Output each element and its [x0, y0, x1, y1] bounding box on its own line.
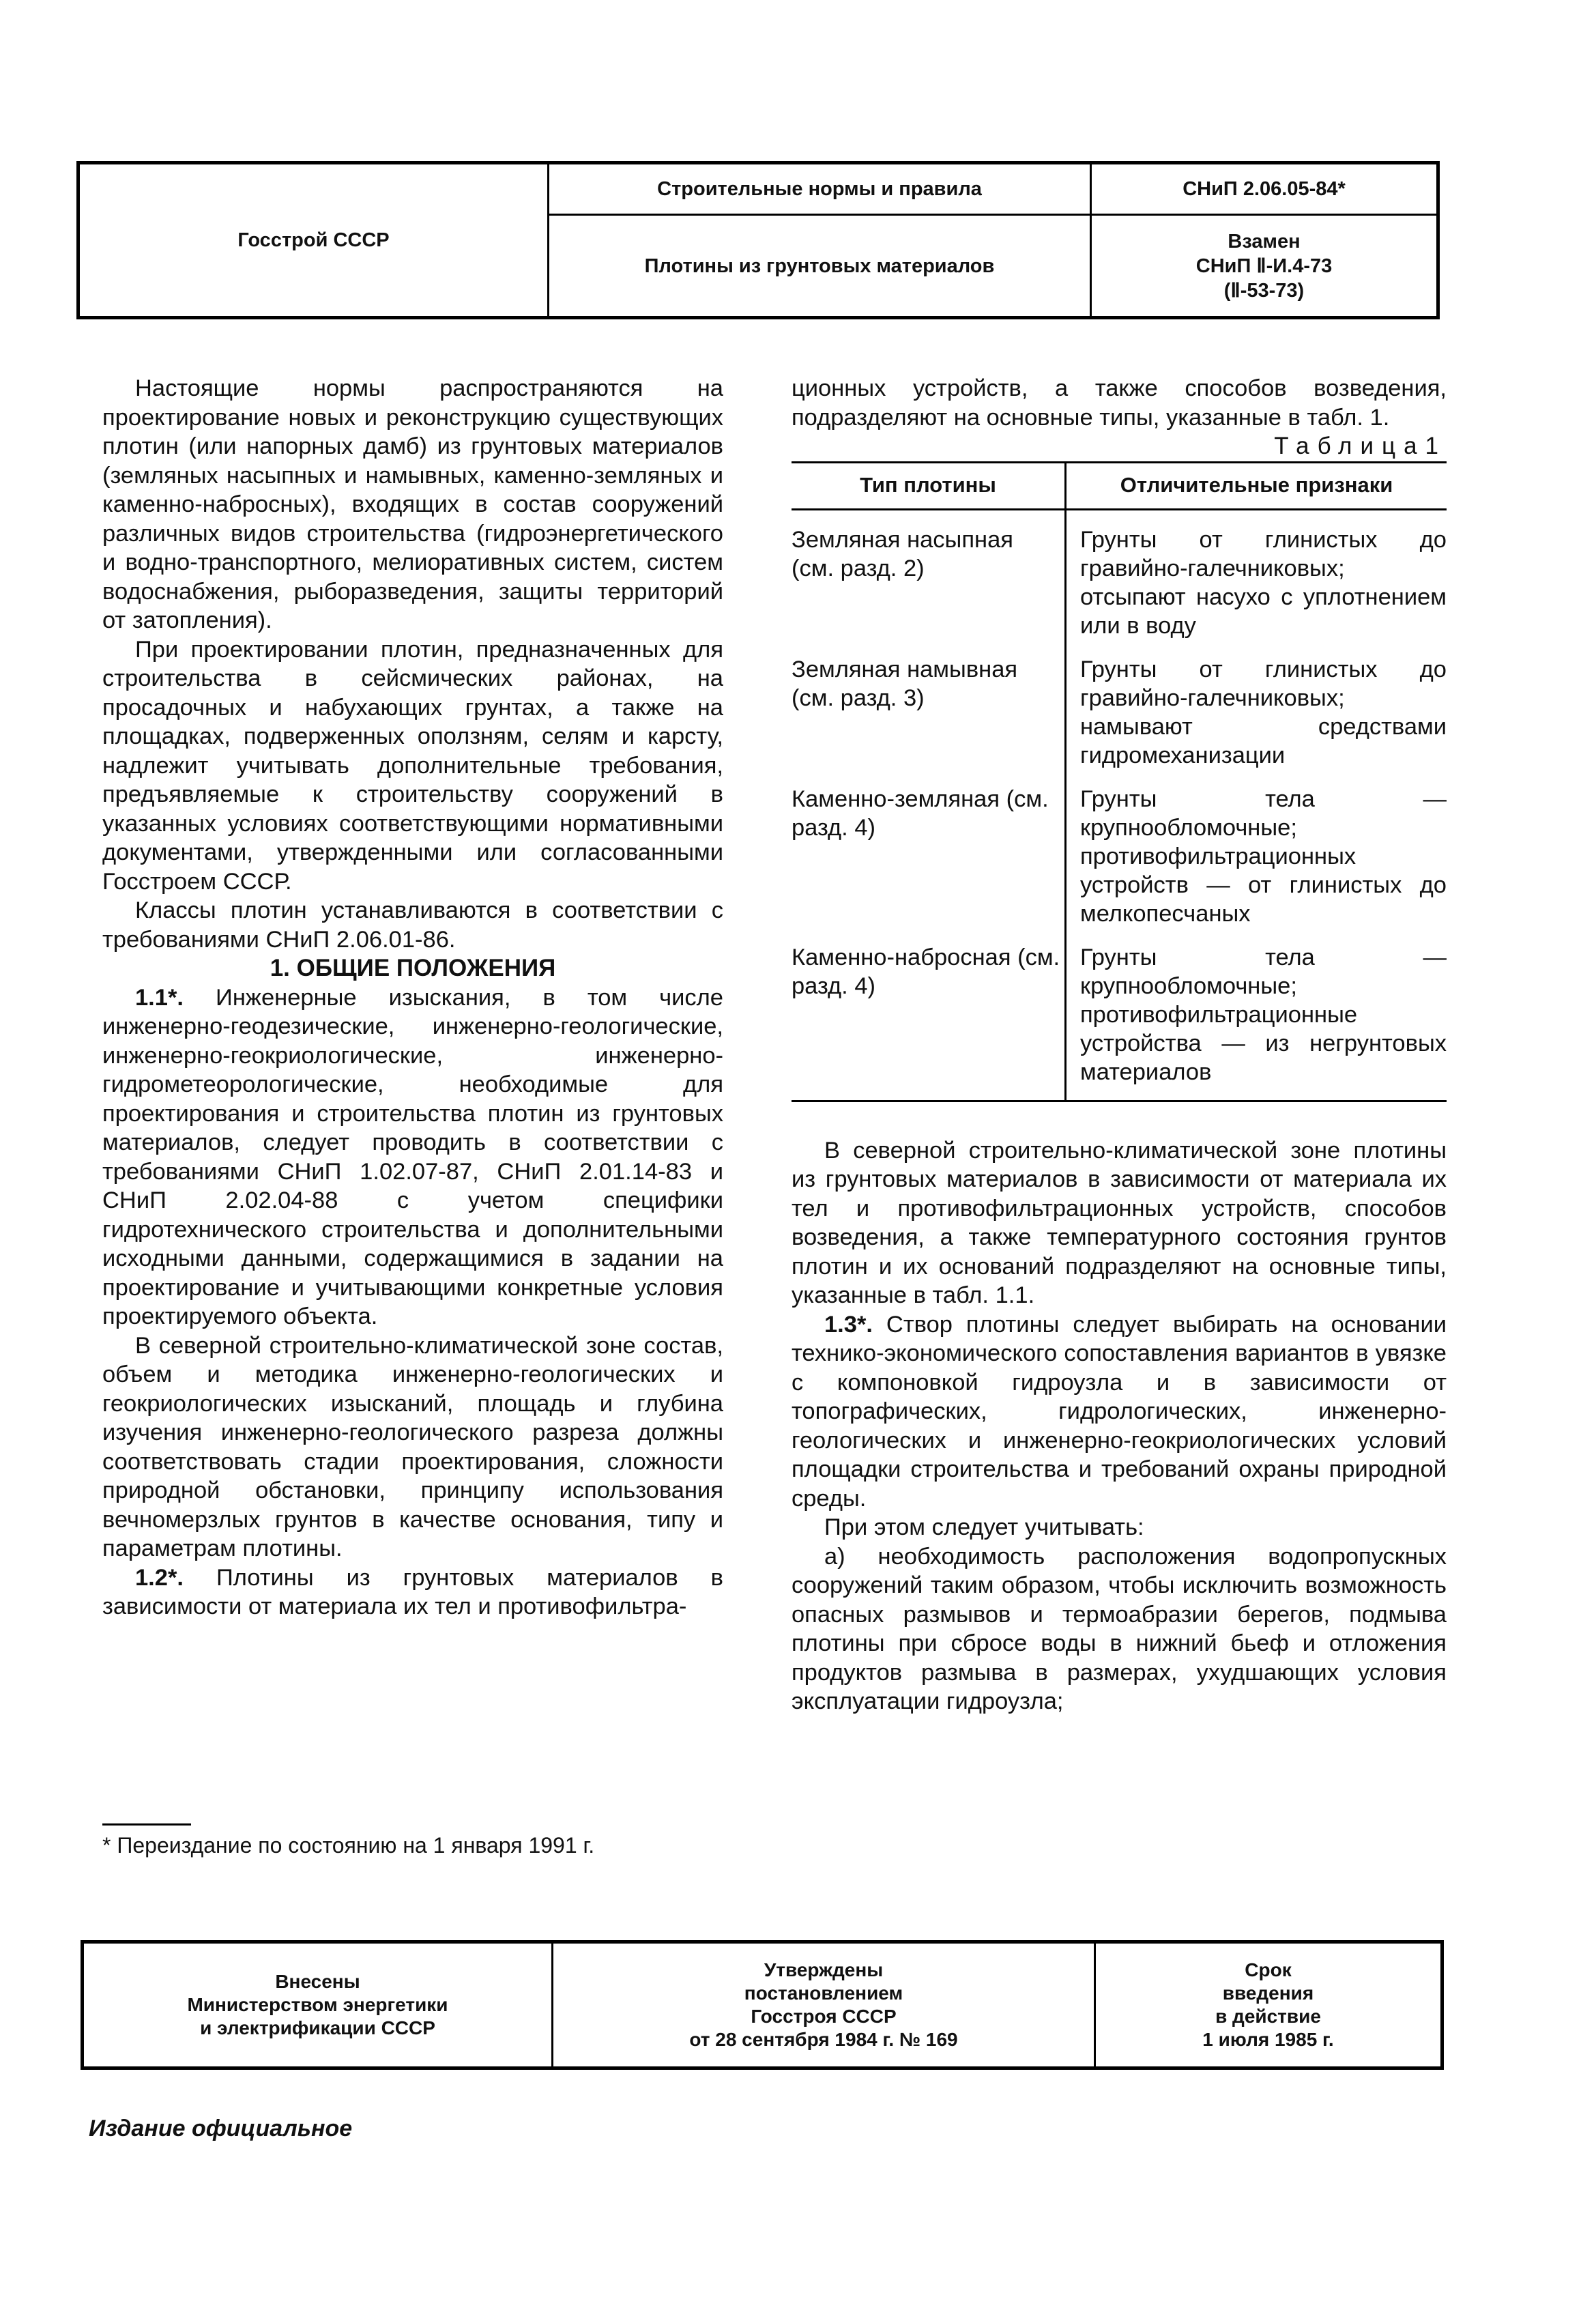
section-heading: 1. ОБЩИЕ ПОЛОЖЕНИЯ: [270, 955, 556, 981]
clause-1-3-text: Створ плотины следует выбирать на основании технико-экономического сопоставления вариантов в увязке с компоновкой гидроузла и в зависимости от топографических, гидрологических, инженерно-геологических и инженерно-геокриологических условий площадки строительства и требований охраны природной среды.: [792, 1311, 1447, 1512]
header-replaces: Взамен СНиП Ⅱ-И.4-73 (Ⅱ-53-73): [1092, 214, 1436, 316]
table-cell-type: Земляная намывная (см. разд. 3): [792, 656, 1018, 711]
table-header-features: Отличительные признаки: [1064, 463, 1447, 508]
header-right: [1090, 164, 1436, 316]
intro-paragraph-1: Настоящие нормы распространяются на проектирование новых и реконструкцию существующих плотин (или напорных дамб) из грунтовых материалов (земляных насыпных и намывных, каменно-земляных и каменно-набросных), входящих в состав сооружений различных видов строительства (гидроэнергетического и водно-транспортного, мелиоративных систем, систем водоснабжения, рыборазведения, защиты территорий от затопления).: [102, 375, 723, 633]
footer-table: [81, 1940, 1444, 2070]
dam-types-table: [792, 461, 1447, 1102]
table-cell-type: Каменно-земляная (см. разд. 4): [792, 785, 1049, 841]
footnote: * Переиздание по состоянию на 1 января 1991 г.: [102, 1833, 595, 1858]
right-column: [792, 374, 1447, 1716]
clause-1-1: [102, 983, 723, 1331]
clause-1-2: [102, 1563, 723, 1621]
table-header-type: Тип плотины: [860, 473, 996, 497]
table-cell-features: Грунты от глинистых до гравийно-галечниковых; отсыпают насухо с уплотнением или в воду: [1064, 510, 1447, 640]
clause-1-2-number: 1.2*.: [135, 1564, 184, 1591]
table-cell-features: Грунты тела — крупнообломочные; противофильтрационных устройств — от глинистых до мелкопесчаных: [1064, 770, 1447, 928]
header-org: Госстрой СССР: [237, 229, 390, 251]
consider-paragraph: При этом следует учитывать:: [824, 1514, 1144, 1540]
table-caption: Таблица1: [1274, 433, 1447, 459]
clause-1-1-text: Инженерные изыскания, в том числе инженерно-геодезические, инженерно-геологические, инженерно-геокриологические, инженерно-гидрометеорологические, необходимые для проектирования и строительства плотин из грунтовых материалов, следует проводить в соответствии с требованиями СНиП 1.02.07-87, СНиП 2.01.14-83 и СНиП 2.02.04-88 с учетом специфики гидротехнического строительства и дополнительными исходными данными, содержащимися в задании на проектирование и учитывающими конкретные условия проектируемого объекта.: [102, 984, 723, 1329]
clause-1-1-number: 1.1*.: [135, 984, 184, 1011]
footer-approved: Утверждены постановлением Госстроя СССР от 28 сентября 1984 г. № 169: [551, 1944, 1094, 2066]
header-doc-code: СНиП 2.06.05-84*: [1183, 178, 1346, 200]
header-doc-type: Строительные нормы и правила: [657, 178, 982, 200]
footnote-divider: [102, 1823, 191, 1826]
clause-1-3: [792, 1310, 1447, 1514]
header-title: Плотины из грунтовых материалов: [549, 214, 1090, 316]
table-cell-features: Грунты тела — крупнообломочные; противофильтрационные устройства — из негрунтовых материалов: [1064, 928, 1447, 1100]
item-a: а) необходимость расположения водопропускных сооружений таким образом, чтобы исключить возможность опасных размывов и термоабразии берегов, подмыва плотины при сбросе воды в нижний бьеф и отложения продуктов размыва в размерах, ухудшающих условия эксплуатации гидроузла;: [792, 1543, 1447, 1714]
intro-paragraph-2: При проектировании плотин, предназначенных для строительства в сейсмических районах, на просадочных и набухающих грунтах, а также на площадках, подверженных оползням, селям и карсту, надлежит учитывать дополнительные требования, предъявляемые к строительству сооружений в указанных условиях соответствующими нормативными документами, утвержденными или согласованными Госстроем СССР.: [102, 636, 723, 895]
table-cell-features: Грунты от глинистых до гравийно-галечниковых; намывают средствами гидромеханизации: [1064, 640, 1447, 770]
clause-1-1-north: В северной строительно-климатической зоне состав, объем и методика инженерно-геологических и геокриологических изысканий, площадь и глубина изучения инженерно-геологического разреза должны соответствовать стадии проектирования, сложности природной обстановки, принципу использования вечномерзлых грунтов в качестве основания, типу и параметрам плотины.: [102, 1332, 723, 1561]
table-cell-type: Каменно-набросная (см. разд. 4): [792, 944, 1060, 999]
footer-submitted: Внесены Министерством энергетики и электрификации СССР: [187, 1971, 448, 2038]
clause-1-2-text: Плотины из грунтовых материалов в зависимости от материала их тел и противофильтра-: [102, 1564, 723, 1619]
header-middle: [547, 164, 1090, 316]
header-table: [76, 161, 1440, 319]
clause-1-3-number: 1.3*.: [824, 1311, 873, 1338]
north-zone-paragraph: В северной строительно-климатической зоне плотины из грунтовых материалов в зависимости от материала их тел и противофильтрационных устройств, способов возведения, а также температурного состояния грунтов плотин и их оснований подразделяют на основные типы, указанные в табл. 1.1.: [792, 1137, 1447, 1308]
footer-effective: Срок введения в действие 1 июля 1985 г.: [1094, 1944, 1440, 2066]
table-body: [792, 510, 1447, 1100]
intro-paragraph-3: Классы плотин устанавливаются в соответствии с требованиями СНиП 2.06.01-86.: [102, 897, 723, 953]
edition-label: Издание официальное: [89, 2116, 353, 2141]
left-column: [102, 374, 723, 1621]
continued-paragraph: ционных устройств, а также способов возведения, подразделяют на основные типы, указанные в табл. 1.: [792, 375, 1447, 431]
table-header-row: [792, 463, 1447, 510]
table-cell-type: Земляная насыпная (см. разд. 2): [792, 526, 1013, 581]
